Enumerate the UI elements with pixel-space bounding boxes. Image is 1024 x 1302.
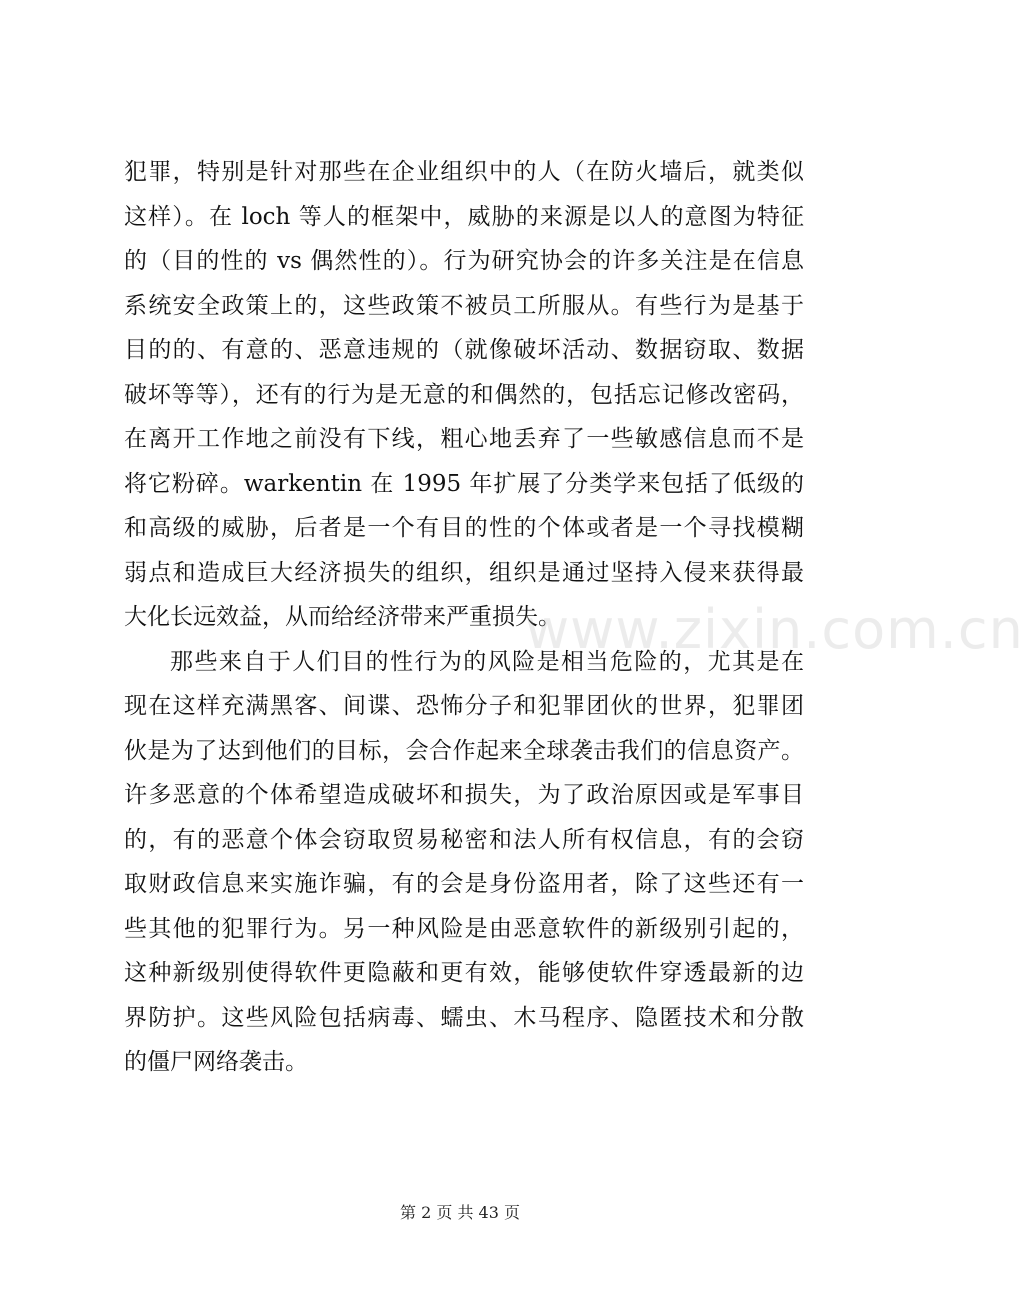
page-footer: 第 2 页 共 43 页 xyxy=(400,1203,520,1222)
text-line: 这样）。在 loch 等人的框架中，威胁的来源是以人的意图为特征 xyxy=(124,203,804,230)
text-line: 的僵尸网络袭击。 xyxy=(124,1049,308,1075)
text-line: 破坏等等），还有的行为是无意的和偶然的，包括忘记修改密码， xyxy=(124,381,804,408)
text-line: 犯罪，特别是针对那些在企业组织中的人（在防火墙后，就类似 xyxy=(124,159,804,185)
text-line: 的，有的恶意个体会窃取贸易秘密和法人所有权信息，有的会窃 xyxy=(124,826,804,853)
paragraph xyxy=(124,640,804,1085)
text-line: 取财政信息来实施诈骗，有的会是身份盗用者，除了这些还有一 xyxy=(124,871,804,897)
text-line: 那些来自于人们目的性行为的风险是相当危险的，尤其是在 xyxy=(170,648,804,675)
text-line: 现在这样充满黑客、间谍、恐怖分子和犯罪团伙的世界，犯罪团 xyxy=(124,693,804,719)
text-line: 这种新级别使得软件更隐蔽和更有效，能够使软件穿透最新的边 xyxy=(124,960,804,986)
text-line: 在离开工作地之前没有下线，粗心地丢弃了一些敏感信息而不是 xyxy=(124,426,804,452)
text-line: 将它粉碎。warkentin 在 1995 年扩展了分类学来包括了低级的 xyxy=(124,470,804,497)
watermark: www.zixin.com.cn xyxy=(525,598,1024,661)
text-line: 系统安全政策上的，这些政策不被员工所服从。有些行为是基于 xyxy=(124,292,804,319)
text-line: 伙是为了达到他们的目标，会合作起来全球袭击我们的信息资产。 xyxy=(124,737,804,764)
text-line: 和高级的威胁，后者是一个有目的性的个体或者是一个寻找模糊 xyxy=(124,515,804,541)
text-line: 大化长远效益，从而给经济带来严重损失。 xyxy=(124,604,561,630)
paragraph xyxy=(124,150,804,640)
text-line: 界防护。这些风险包括病毒、蠕虫、木马程序、隐匿技术和分散 xyxy=(124,1004,804,1031)
text-line: 弱点和造成巨大经济损失的组织，组织是通过坚持入侵来获得最 xyxy=(124,559,804,586)
text-line: 许多恶意的个体希望造成破坏和损失，为了政治原因或是军事目 xyxy=(124,782,804,808)
text-line: 目的的、有意的、恶意违规的（就像破坏活动、数据窃取、数据 xyxy=(124,337,804,363)
text-line: 些其他的犯罪行为。另一种风险是由恶意软件的新级别引起的， xyxy=(124,915,804,942)
text-line: 的（目的性的 vs 偶然性的）。行为研究协会的许多关注是在信息 xyxy=(124,248,804,274)
